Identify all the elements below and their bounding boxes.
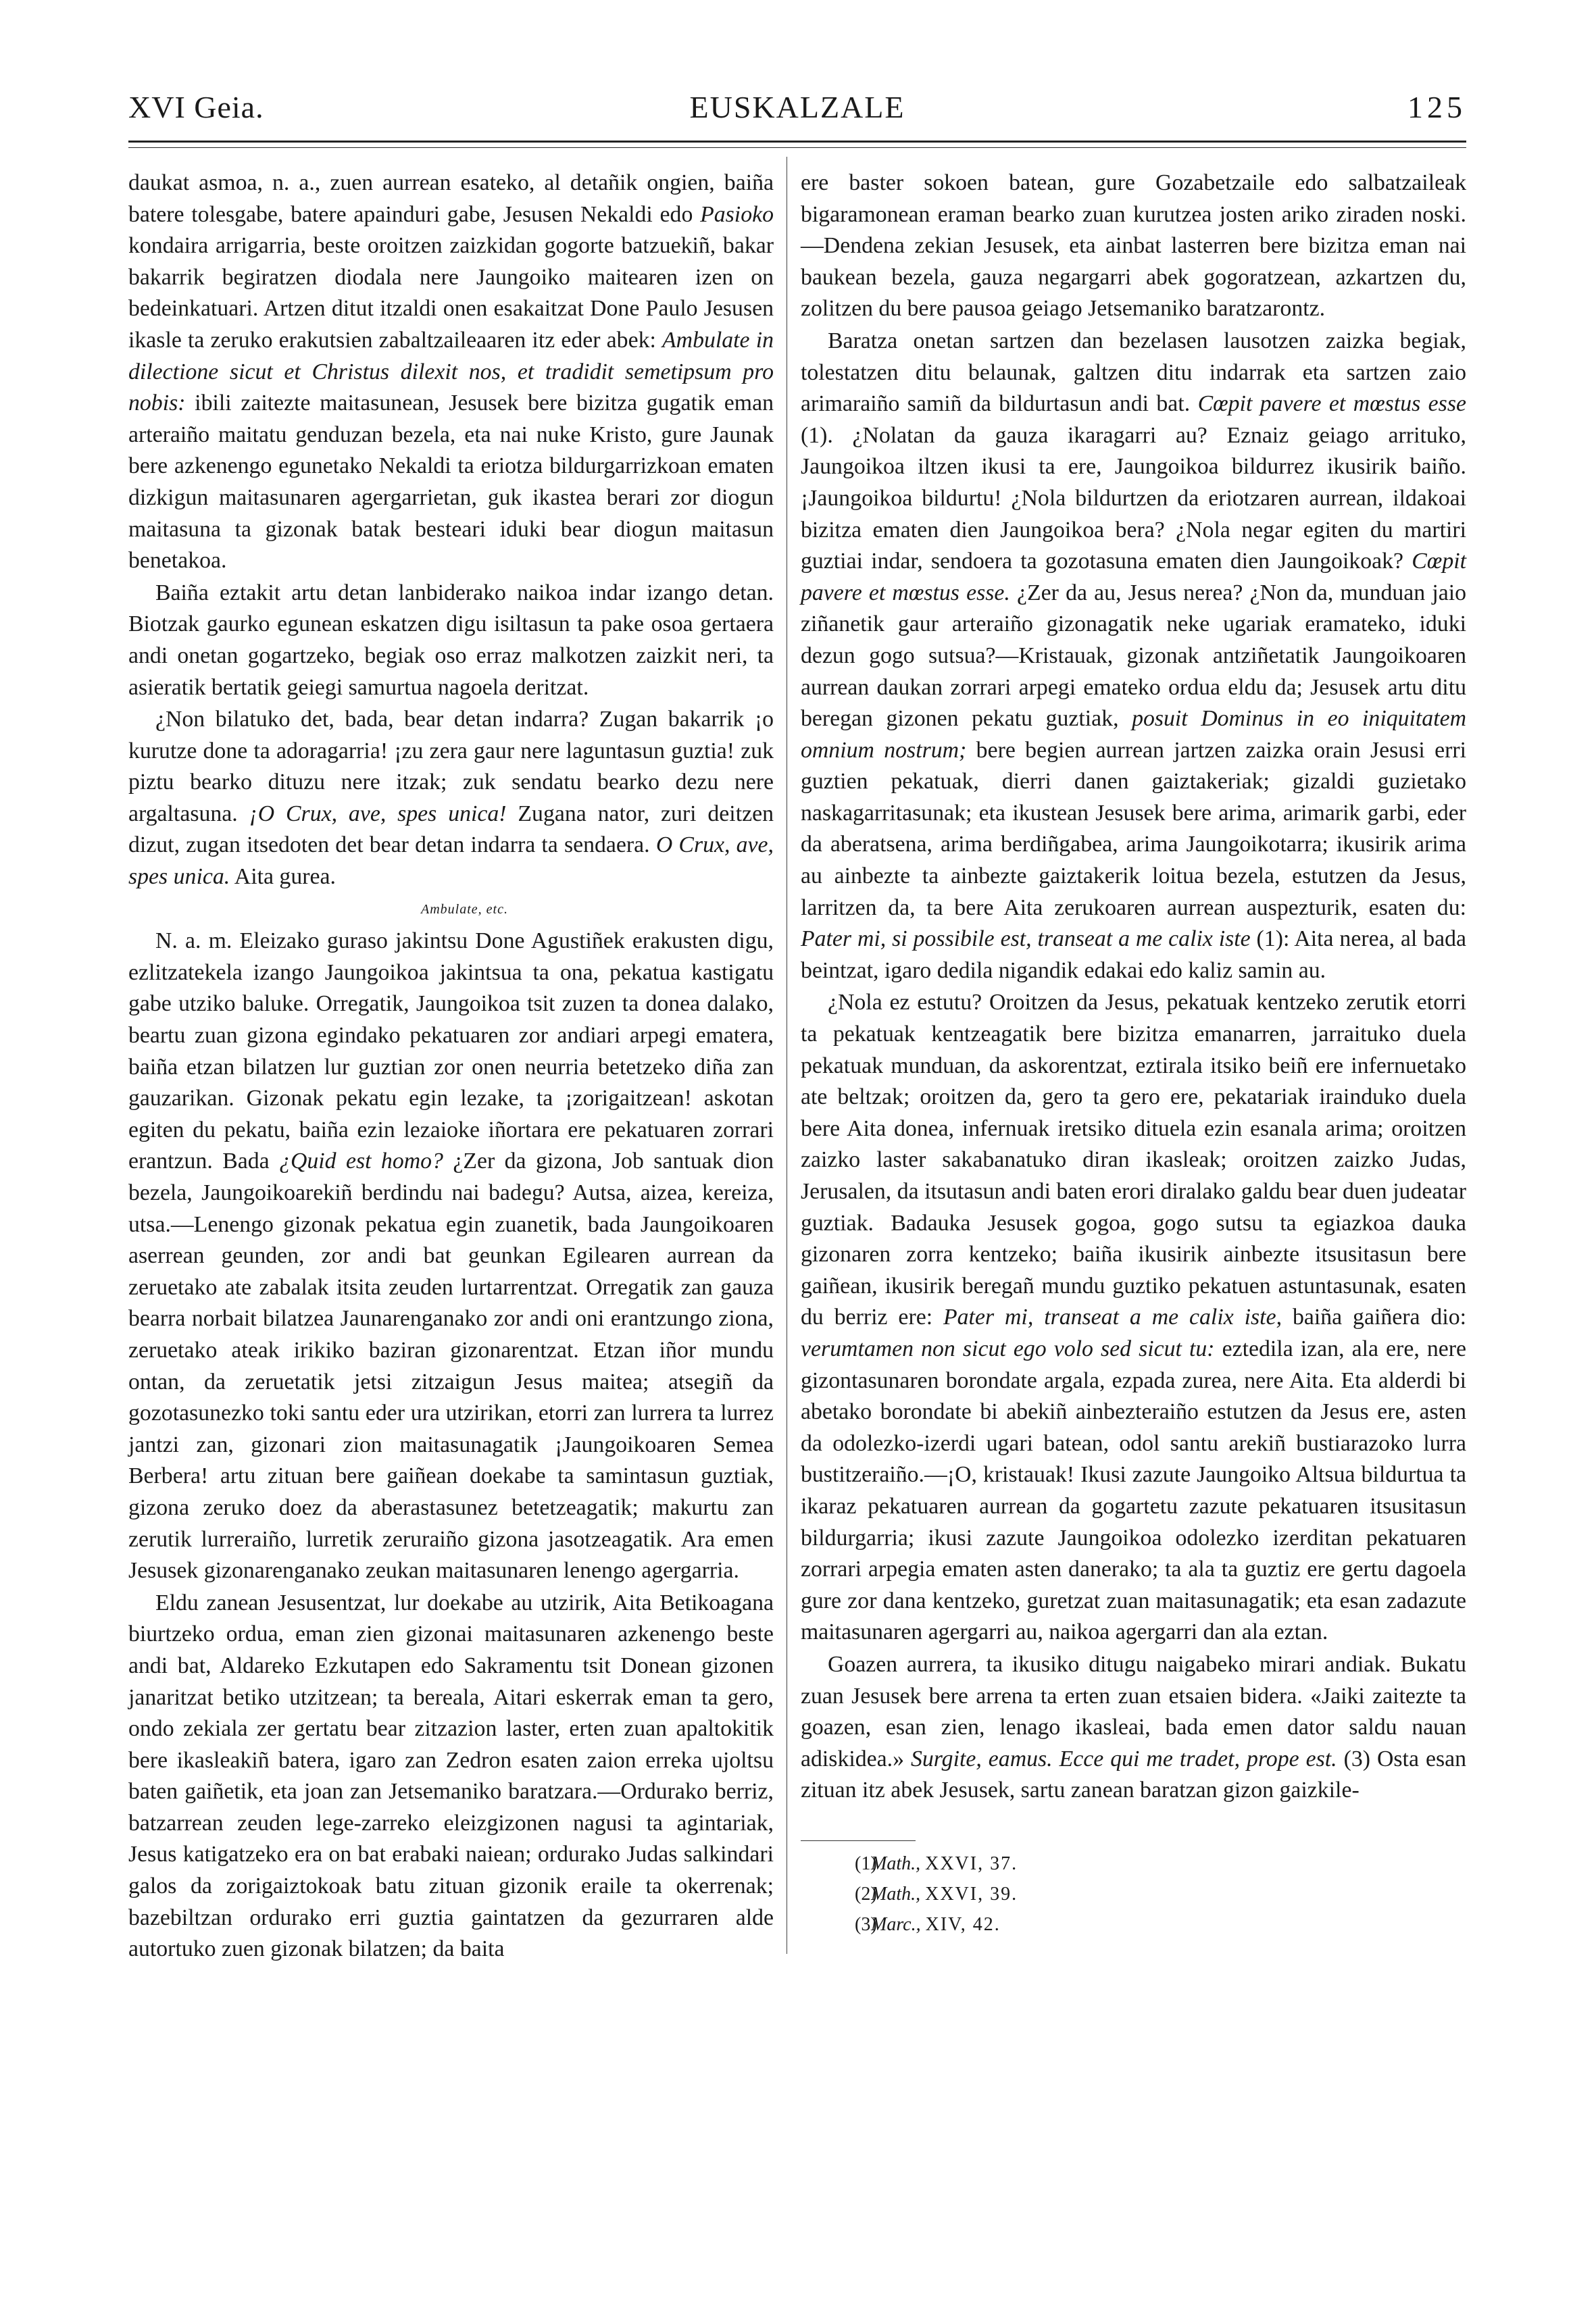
header-rule-thick: [128, 141, 1466, 143]
paragraph: ere baster sokoen batean, gure Gozabetzaile edo salbatzaileak bigaramonean eraman bearko zuan kurutzea josten ariko ziraden noski.—Dendena zekian Jesusek, eta ainbat lasterren bere bizitza eman nai baukean bezela, gauza negargarri abek gogoratzean, azkartzen du, zolitzen du bere pausoa geiago Jetsemaniko baratzarontz.: [801, 170, 1466, 322]
section-note: Ambulate, etc.: [421, 901, 508, 917]
paragraph: Baratza onetan sartzen dan bezelasen lausotzen zaizka begiak, tolestatzen ditu belaunak, galtzen ditu indarrak eta sartzen zaio arimaraiño samiñ da bildurtasun andi bat. Cœpit pavere et mœstus esse (1). ¿Nolatan da gauza ikaragarri au? Eznaiz geiago arrituko, Jaungoikoa iltzen ikusi ta ere, Jaungoikoa bildurrez ikusirik baiño. ¡Jaungoikoa bildurtu! ¿Nola bildurtzen da eriotzaren aurrean, ildakoai bizitza ematen dien Jaungoikoa bera? ¿Nola negar egiten du martiri guztiai indar, sendoera ta gozotasuna ematen dien Jaungoikoak? Cœpit pavere et mœstus esse. ¿Zer da au, Jesus nerea? ¿Non da, munduan jaio ziñanetik gaur arteraiño gizonagatik neke ugariak eramateko, iduki dezun gogo sutsua?—Kristauak, gizonak antziñetatik Jaungoikoaren aurrean daukan zorrari arpegi emateko ordua eldu da; Jesusek artu ditu beregan gizonen pekatu guztiak, posuit Dominus in eo iniquitatem omnium nostrum; bere begien aurrean jartzen zaizka orain Jesusi erri guztien pekatuak, dierri danen gaiztakeriak; gizaldi guzietako naskagarritasunak; eta ikustean Jesusek bere arima, arimarik garbi, eder da aberatsena, arima berdiñgabea, arima Jaungoikotarra; ikusirik arima au ainbezte ta ainbezte gaiztakerik loitua bezela, estutzen da Jesus, larritzen da, ta bere Aita zerukoaren aurrean auspezturik, esaten du: Pater mi, si possibile est, transeat a me calix iste (1): Aita nerea, al bada beintzat, igaro dedila nigandik edakai edo kaliz samin au.: [801, 328, 1467, 983]
paragraph: ¿Nola ez estutu? Oroitzen da Jesus, pekatuak kentzeko zerutik etorri ta pekatuak kentzeagatik bere bizitza emanarren, jarraituko duela pekatuak munduan, da askorentzat, eztirala itsiko beiñ ere infernuetako ate beltzak; oroitzen da, gero ta gero ere, pekatariak irainduko duela bere Aita donea, infernuak iretsiko dituela ezin esanala arima; oroitzen zaizko laster sakabanatuko diran ikasleak; oroitzen zaizko Judas, Jerusalen, da itsutasun andi baten erori diralako galdu bear duen judeatar guztiak. Badauka Jesusek gogoa, gogo sutsu ta egiazkoa dauka gizonaren zorra kentzeko; baiña ikusirik ainbezte itsusitasun bere gaiñean, ikusirik beregañ mundu guztiko pekatuen astuntasunak, esaten du berriz ere: Pater mi, transeat a me calix iste, baiña gaiñera dio: verumtamen non sicut ego volo sed sicut tu: eztedila izan, ala ere, nere gizontasunaren borondate argala, ezpada zurea, nere Aita. Eta alderdi bi abetako borondate bi abekiñ ainbezteraiño estutzen da Jesus ere, asten da odolezko-izerdi ugari batean, odol santu arekiñ bustiarazoko lurra bustitzeraiño.—¡O, kristauak! Ikusi zazute Jaungoiko Altsua bildurtua ta ikaraz pekatuaren aurrean da gogartetu zazute pekatuaren itsusitasun bildurgarria; ikusi zazute Jaungoikoa odolezko izerditan pekatuaren zorrari arpegia ematen asten danerako; ta ala ta guztiz ere gertu dagoela gure zor dana kentzeko, guretzat zuan maitasunagatik; eta esan zadazute maitasunaren agergarri au, naikoa agergarri dan ala eztan.: [801, 990, 1467, 1645]
footnote: (3)Marc., XIV, 42.: [855, 1913, 1001, 1935]
paragraph: Goazen aurrera, ta ikusiko ditugu naigabeko mirari andiak. Bukatu zuan Jesusek bere arrena ta erten zuan etsaien bidera. «Jaiki zaitezte ta goazen, esan zien, lenago ikasleai, bada emen dator saldu nauan adiskidea.» Surgite, eamus. Ecce qui me tradet, prope est. (3) Osta esan zituan itz abek Jesusek, sartu zanean baratzan gizon gaizkile-: [801, 1651, 1466, 1803]
paragraph: Eldu zanean Jesusentzat, lur doekabe au utzirik, Aita Betikoagana biurtzeko ordua, eman zien gizonai maitasunaren azkenengo beste andi bat, Aldareko Ezkutapen edo Sakramentu tsit Donean gizonen janaritzat betiko utzitzean; ta bereala, Aitari eskerrak eman ta gero, ondo zekiala zer gertatu bear zitzazion laster, erten zuan apaltokitik bere ikasleakiñ batera, igaro zan Zedron esaten zaion erreka ujoltsu baten gaiñetik, eta joan zan Jetsemaniko baratzara.—Ordurako berriz, batzarrean zeuden lege-zarreko eleizgizonen nagusi ta agintariak, Jesus katigatzeko era on bat erabaki naiean; ordurako Judas salkindari galos da zorigaiztokoak batu zituan gizonik eraile ta okerrenak; bazebiltzan ordurako erri guztia gaintatzen da gezurraren alde autortuko zuen gizonak bilatzen; da baita: [128, 1590, 774, 1962]
header-rule-thin: [128, 147, 1466, 148]
right-column: [801, 168, 1466, 1940]
header-page-number: 125: [1407, 90, 1466, 124]
running-header: [128, 89, 1466, 136]
paragraph: N. a. m. Eleizako guraso jakintsu Done Agustiñek erakusten digu, ezlitzatekela izango Jaungoikoa jakintsua ta ona, pekatua kastigatu gabe utziko baluke. Orregatik, Jaungoikoa tsit zuzen ta donea dalako, beartu zuan gizona egindako pekatuaren zor andiari arpegi ematera, baiña etzan bilatzen lur guztian zor onen neurria betetzeko diña zan gauzarikan. Gizonak pekatu egin lezake, ta ¡zorigaitzean! askotan egiten du pekatu, baiña ezin lezaioke iñortara ere pekatuaren zorrari erantzun. Bada ¿Quid est homo? ¿Zer da gizona, Job santuak dion bezela, Jaungoikoarekiñ berdindu nai badegu? Autsa, aizea, kereiza, utsa.—Lenengo gizonak pekatua egin zuanetik, bada Jaungoikoaren aserrean geunden, zor andi bat geunkan Egilearen aurrean da zeruetako ate zabalak itsita zeuden lurtarrentzat. Orregatik zan gauza bearra norbait bilatzea Jaunarenganako zor andi oni erantzungo ziona, zeruetako ateak irikiko baziran gizonarentzat. Etzan iñor mundu ontan, da zeruetatik jetsi zitzaigun Jesus maitea; atsegiñ da gozotasunezko toki santu eder ura utzirikan, etorri zan lurrera ta lurrez jantzi zan, gizonari zion maitasunagatik ¡Jaungoikoaren Semea Berbera! artu zituan bere gaiñean doekabe ta samintasun guztiak, gizona zeruko doez da aberastasunez betetzeagatik; makurtu zan zerutik lurreraiño, lurretik zeruraiño gizona jasotzeagatik. Ara emen Jesusek gizonarenganako zeukan maitasunaren lenengo agergarria.: [128, 928, 774, 1584]
paragraph: daukat asmoa, n. a., zuen aurrean esateko, al detañik ongien, baiña batere tolesgabe, batere apainduri gabe, Jesusen Nekaldi edo Pasioko kondaira arrigarria, beste oroitzen zaizkidan gogorte batzuekiñ, bakar bakarrik begiratzen diodala nere Jaungoiko maitearen izen on bedeinkatuari. Artzen ditut itzaldi onen esakaitzat Done Paulo Jesusen ikasle ta zeruko erakutsien zabaltzaileaaren itz eder abek: Ambulate in dilectione sicut et Christus dilexit nos, et tradidit semetipsum pro nobis: ibili zaitezte maitasunean, Jesusek bere bizitza gugatik eman arteraiño maitatu genduzan bezela, eta nai nuke Kristo, gure Jaunak bere azkenengo egunetako Nekaldi ta eriotza bildurgarrizkoan ematen dizkigun maitasunaren agergarrietan, guk ikastea berari zor diogun maitasuna ta gizonak batak besteari iduki bear diogun maitasun benetakoa.: [128, 170, 774, 574]
paragraph: Baiña eztakit artu detan lanbiderako naikoa indar izango detan. Biotzak gaurko egunean eskatzen digu isiltasun ta pake osoa gertaera andi onetan gogartzeko, begiak oso erraz malkotzen zaizkit neri, ta asieratik bertatik geiegi samurtua nagoela deritzat.: [128, 580, 774, 700]
left-column: [128, 168, 774, 1966]
footnote: (2)Math., XXVI, 39.: [855, 1883, 1018, 1905]
footnote: (1)Math., XXVI, 37.: [855, 1853, 1018, 1874]
header-volume: XVI Geia.: [128, 90, 264, 124]
paragraph: ¿Non bilatuko det, bada, bear detan indarra? Zugan bakarrik ¡o kurutze done ta adoragarria! ¡zu zera gaur nere laguntasun guztia! zuk piztu bearko dituzu nere itzak; zuk sendatu bearko dezu nere argaltasuna. ¡O Crux, ave, spes unica! Zugana nator, zuri deitzen dizut, zugan itsedoten det bear detan indarra ta sendaera. O Crux, ave, spes unica. Aita gurea.: [128, 707, 774, 890]
footnote-rule: [801, 1840, 916, 1841]
header-journal-title: EUSKALZALE: [689, 90, 905, 124]
